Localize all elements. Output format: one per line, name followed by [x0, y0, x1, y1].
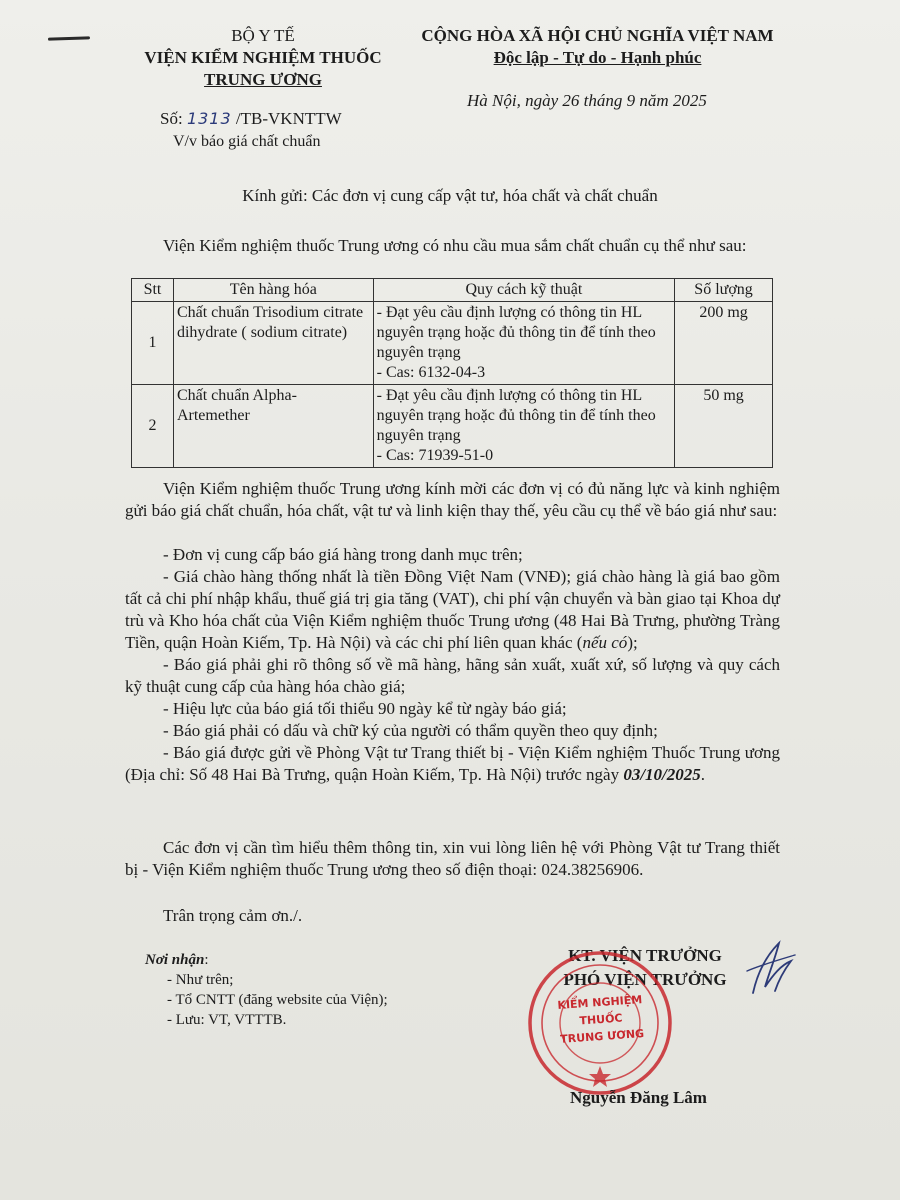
recipients-label	[145, 950, 475, 970]
header-name: Tên hàng hóa	[173, 279, 373, 302]
closing-line: Trân trọng cảm ơn./.	[163, 906, 303, 925]
row-spec-text: - Đạt yêu cầu định lượng có thông tin HL nguyên trạng hoặc đủ thông tin để tính theo nguyên trạng	[376, 304, 656, 361]
contact-paragraph: Các đơn vị cần tìm hiểu thêm thông tin, xin vui lòng liên hệ với Phòng Vật tư Trang thiết bị - Viện Kiểm nghiệm thuốc Trung ương theo số điện thoại: 024.38256906.	[125, 838, 780, 879]
place-date: Hà Nội, ngày 26 tháng 9 năm 2025	[467, 91, 707, 110]
requirement-2-end: );	[627, 633, 638, 652]
republic-name: CỘNG HÒA XÃ HỘI CHỦ NGHĨA VIỆT NAM	[421, 26, 774, 45]
header-qty: Số lượng	[675, 279, 773, 302]
row-qty: 50 mg	[675, 385, 773, 468]
requirement-6-end: .	[700, 765, 706, 784]
doc-number	[160, 108, 420, 130]
row-name: Chất chuẩn Alpha-Artemether	[173, 385, 373, 468]
recipient-item: - Như trên;	[167, 972, 234, 988]
requirement-3: - Báo giá phải ghi rõ thông số về mã hàng, hãng sản xuất, xuất xứ, số lượng và quy cách kỹ thuật cung cấp của hàng hóa chào giá;	[125, 655, 780, 696]
pen-mark	[48, 36, 90, 40]
national-motto-text: Độc lập - Tự do - Hạnh phúc	[493, 48, 702, 67]
institute-name-line1: VIỆN KIỂM NGHIỆM THUỐC	[144, 48, 382, 67]
doc-number-suffix: /TB-VKNTTW	[235, 109, 342, 128]
header-stt: Stt	[132, 279, 174, 302]
requirements-list	[125, 544, 780, 786]
stamp-text	[543, 990, 658, 1049]
invitation-paragraph: Viện Kiểm nghiệm thuốc Trung ương kính mời các đơn vị có đủ năng lực và kinh nghiệm gửi báo giá chất chuẩn, hóa chất, vật tư và linh kiện thay thế, yêu cầu cụ thể về báo giá như sau:	[125, 479, 780, 520]
signer-name: Nguyễn Đăng Lâm	[570, 1088, 707, 1107]
requirement-4: - Hiệu lực của báo giá tối thiểu 90 ngày kể từ ngày báo giá;	[163, 699, 567, 718]
row-spec	[373, 385, 674, 468]
signer-title-1: KT. VIỆN TRƯỞNG	[568, 946, 722, 965]
stamp-line-3: TRUNG ƯƠNG	[559, 1027, 645, 1046]
doc-number-prefix: Số:	[160, 109, 183, 128]
recipient-line: Kính gửi: Các đơn vị cung cấp vật tư, hóa chất và chất chuẩn	[242, 186, 658, 205]
row-cas: - Cas: 6132-04-3	[376, 364, 486, 381]
doc-subject: V/v báo giá chất chuẩn	[173, 133, 321, 150]
requirement-2-main: - Giá chào hàng thống nhất là tiền Đồng Việt Nam (VNĐ); giá chào hàng là giá bao gồm tất cả chi phí nhập khẩu, thuế giá trị gia tăng (VAT), chi phí vận chuyển và bàn giao tại Khoa dự trù và Kho hóa chất của Viện Kiểm nghiệm thuốc Trung ương (48 Hai Bà Trưng, phường Tràng Tiền, quận Hoàn Kiếm, Tp. Hà Nội) và các chi phí liên quan khác (	[125, 567, 780, 652]
deadline-date: 03/10/2025	[623, 765, 701, 784]
table-row	[132, 385, 773, 468]
row-spec	[373, 302, 674, 385]
recipient-item: - Tổ CNTT (đăng website của Viện);	[167, 992, 388, 1008]
row-cas: - Cas: 71939-51-0	[376, 447, 494, 464]
row-name: Chất chuẩn Trisodium citrate dihydrate ( sodium citrate)	[173, 302, 373, 385]
signature-icon	[735, 935, 805, 1005]
header-right	[395, 25, 800, 69]
stamp-line-2: THUỐC	[579, 1011, 623, 1028]
recipients-block	[145, 950, 475, 1030]
requirement-5: - Báo giá phải có dấu và chữ ký của người có thẩm quyền theo quy định;	[163, 721, 658, 740]
requirement-6-main: - Báo giá được gửi về Phòng Vật tư Trang thiết bị - Viện Kiểm nghiệm Thuốc Trung ương (Địa chỉ: Số 48 Hai Bà Trưng, quận Hoàn Kiếm, Tp. Hà Nội) trước ngày	[125, 743, 780, 784]
institute-name-line2-text: TRUNG ƯƠNG	[204, 70, 322, 89]
recipient-item: - Lưu: VT, VTTTB.	[167, 1012, 287, 1028]
stamp-line-1: KIỂM NGHIỆM	[557, 993, 643, 1012]
recipients-label-text: Nơi nhận	[145, 952, 205, 968]
doc-number-handwritten: 1313	[186, 109, 232, 128]
row-qty: 200 mg	[675, 302, 773, 385]
intro-paragraph: Viện Kiểm nghiệm thuốc Trung ương có nhu cầu mua sắm chất chuẩn cụ thể như sau:	[163, 236, 747, 255]
requirement-1: - Đơn vị cung cấp báo giá hàng trong danh mục trên;	[163, 545, 523, 564]
requirement-2-italic: nếu có	[582, 633, 628, 652]
header-spec: Quy cách kỹ thuật	[373, 279, 674, 302]
handwritten-signature	[735, 935, 805, 1005]
signer-title-2: PHÓ VIỆN TRƯỞNG	[563, 970, 727, 989]
goods-table	[131, 278, 773, 468]
header-left	[118, 25, 408, 91]
row-stt: 2	[132, 385, 174, 468]
institute-name-line2	[118, 69, 408, 91]
official-stamp	[525, 948, 675, 1098]
recipients-label-colon: :	[204, 952, 209, 968]
table-row	[132, 302, 773, 385]
requirement-2	[125, 566, 780, 654]
ministry-name: BỘ Y TẾ	[231, 26, 295, 45]
row-spec-text: - Đạt yêu cầu định lượng có thông tin HL nguyên trạng hoặc đủ thông tin để tính theo nguyên trạng	[376, 387, 656, 444]
row-stt: 1	[132, 302, 174, 385]
national-motto	[395, 47, 800, 69]
requirement-6	[125, 742, 780, 786]
table-header-row	[132, 279, 773, 302]
